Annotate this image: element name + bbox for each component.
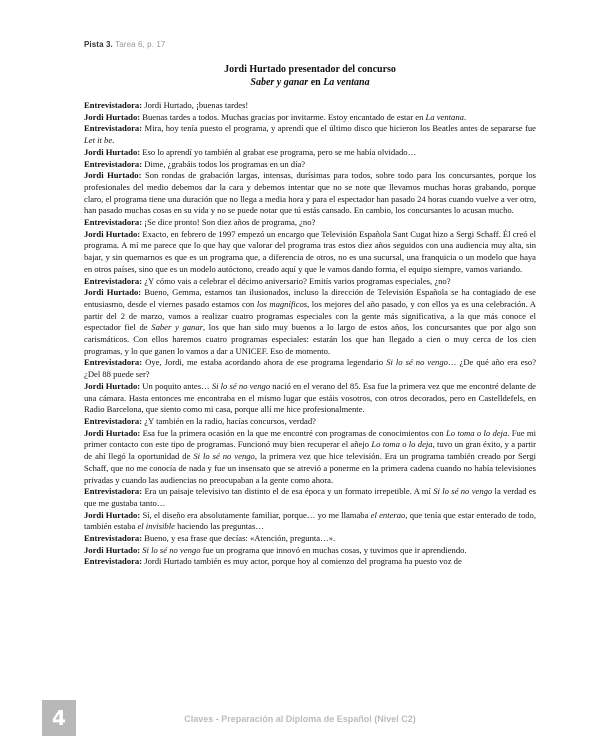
transcript-paragraph bbox=[84, 381, 536, 416]
italic-title: los magníficos bbox=[256, 298, 308, 309]
italic-title: Si lo sé no vengo bbox=[142, 544, 201, 555]
transcript-paragraph bbox=[84, 112, 536, 124]
transcript-paragraph bbox=[84, 159, 536, 171]
paragraph-text: ¿Y también en la radio, hacías concursos, verdad? bbox=[144, 415, 316, 426]
paragraph-text: Jordi Hurtado, ¡buenas tardes! bbox=[144, 100, 249, 110]
paragraph-text: Esa fue la primera ocasión en la que me encontré con programas de conocimientos con bbox=[142, 427, 446, 438]
speaker-label: Jordi Hurtado: bbox=[84, 111, 143, 122]
speaker-label: Entrevistadora: bbox=[84, 486, 145, 497]
transcript-paragraph bbox=[84, 123, 536, 146]
italic-title: el enterao bbox=[370, 509, 406, 520]
transcript-paragraph bbox=[84, 545, 536, 557]
paragraph-text: , los que han sido muy buenos a lo largo de estos años, los concursantes que por algo son carismáticos. Con ellos haremos cuatro programas especiales: estarán los que han llegado a cien o muy cerca de los cien programas, y lo que ganen lo vamos a dar a UNICEF. Eso de momento. bbox=[84, 322, 536, 356]
title-connector: en bbox=[308, 76, 324, 88]
italic-title: Lo toma o lo deja bbox=[371, 439, 433, 450]
paragraph-text: Jordi Hurtado también es muy actor, porque hoy al comienzo del programa ha puesto voz de bbox=[144, 556, 462, 567]
paragraph-text: , la primera vez que hice televisión. Era un programa también creado por Sergi Schaff, que no me conocía de nada y fue un insensato que se atrevió a ponerme en la primera cadena cuando no había televisiones privadas y cuando las audiencias no preocupaban a la gente como ahora. bbox=[84, 451, 536, 485]
speaker-label: Entrevistadora: bbox=[84, 556, 145, 567]
track-reference: Tarea 6, p. 17 bbox=[115, 40, 166, 49]
transcript-paragraph bbox=[84, 229, 536, 276]
subtitle-line bbox=[84, 77, 536, 90]
transcript-paragraph bbox=[84, 170, 536, 217]
paragraph-text: , que tenía que estar enterado de todo, también estaba bbox=[84, 509, 537, 532]
italic-title: La ventana bbox=[425, 111, 464, 122]
speaker-label: Jordi Hurtado: bbox=[84, 170, 145, 181]
paragraph-text: haciendo las preguntas… bbox=[174, 521, 264, 532]
transcript-paragraph bbox=[84, 287, 536, 357]
speaker-label: Jordi Hurtado: bbox=[84, 146, 143, 157]
italic-title: Si lo sé no vengo bbox=[211, 380, 271, 391]
speaker-label: Jordi Hurtado: bbox=[84, 509, 143, 520]
transcript-paragraph bbox=[84, 486, 536, 509]
transcript-paragraph bbox=[84, 428, 536, 487]
transcript-paragraph bbox=[84, 510, 536, 533]
transcript-paragraph bbox=[84, 533, 536, 545]
paragraph-text: Mira, hoy tenía puesto el programa, y aprendí que el último disco que hicieron los Beatles antes de separarse fue bbox=[144, 123, 536, 134]
transcript-paragraph bbox=[84, 217, 536, 229]
italic-title: Si lo sé no vengo bbox=[386, 357, 448, 368]
speaker-label: Entrevistadora: bbox=[84, 217, 145, 228]
program-name: La ventana bbox=[323, 76, 370, 88]
interview-transcript bbox=[84, 100, 536, 568]
book-title-footer: Claves - Preparación al Diploma de Español (Nivel C2) bbox=[184, 714, 416, 724]
paragraph-text: Eso lo aprendí yo también al grabar ese programa, pero se me había olvidado… bbox=[142, 146, 417, 157]
paragraph-text: Son rondas de grabación largas, intensas, durísimas para todos, sobre todo para los concursantes, porque los profesionales del medio debemos dar la cara y debemos intentar que no se note que llevamos muchas horas grabando, porque claro, el programa tiene una duración que no llega a media hora y para el espectador han pasado 24 horas cuando vuelve a ver otro, han pasado muchas cosas en su vida y no se puede notar que tú estás cansado. En cambio, los concursantes lo acusan mucho. bbox=[84, 170, 536, 216]
speaker-label: Entrevistadora: bbox=[84, 415, 145, 426]
paragraph-text: Buenas tardes a todos. Muchas gracias por invitarme. Estoy encantado de estar en bbox=[142, 111, 426, 122]
italic-title: Si lo sé no vengo bbox=[433, 486, 493, 497]
transcript-paragraph bbox=[84, 416, 536, 428]
track-header bbox=[84, 40, 165, 49]
paragraph-text: , los mejores del año pasado, y con ellos ya es una celebración. A partir del 2 de marzo, vamos a realizar cuatro programas especiales con la gente más significativa, a la que más conoce el espectador fiel de bbox=[84, 298, 536, 333]
paragraph-text: . Fue mi primer contacto con este tipo de programas. Funcionó muy bien recuperar el añejo bbox=[84, 427, 536, 450]
paragraph-text: . bbox=[463, 111, 467, 122]
transcript-paragraph bbox=[84, 556, 536, 568]
paragraph-text: Era un paisaje televisivo tan distinto el de esa época y un formato irrepetible. A mí bbox=[144, 486, 434, 497]
speaker-label: Jordi Hurtado: bbox=[84, 228, 143, 239]
italic-title: Let it be bbox=[84, 135, 113, 146]
speaker-label: Entrevistadora: bbox=[84, 100, 145, 110]
document-title bbox=[84, 64, 536, 89]
italic-title: Lo toma o lo deja bbox=[445, 427, 508, 438]
paragraph-text: . bbox=[112, 135, 115, 146]
speaker-label: Jordi Hurtado: bbox=[84, 287, 145, 298]
italic-title: Si lo sé no vengo bbox=[193, 451, 255, 462]
speaker-label: Jordi Hurtado: bbox=[84, 544, 143, 555]
paragraph-text: ¡Se dice pronto! Son diez años de programa, ¿no? bbox=[144, 217, 316, 228]
transcript-paragraph bbox=[84, 147, 536, 159]
italic-title: Saber y ganar bbox=[151, 322, 203, 333]
show-name: Saber y ganar bbox=[250, 76, 309, 88]
paragraph-text: Dime, ¿grabáis todos los programas en un día? bbox=[144, 158, 306, 169]
track-label: Pista 3. bbox=[84, 40, 113, 49]
speaker-label: Entrevistadora: bbox=[84, 158, 145, 169]
page-number: 4 bbox=[52, 706, 66, 730]
speaker-label: Entrevistadora: bbox=[84, 357, 146, 368]
paragraph-text: fue un programa que innovó en muchas cosas, y tuvimos que ir aprendiendo. bbox=[200, 544, 467, 555]
transcript-paragraph bbox=[84, 276, 536, 288]
transcript-paragraph bbox=[84, 100, 536, 112]
paragraph-text: Exacto, en febrero de 1997 empezó un encargo que Televisión Española Sant Cugat hizo a Sergi Schaff. Él creó el programa. A mí me parece que lo que hay que valorar del programa tras estos diez años seguidos con una audiencia muy alta, sin bajar, y sin quemarnos es que es un programa que, a diferencia de otros, no es una sucursal, una franquicia o un modelo que haya en otros países, sino que es un modelo autóctono, creado aquí y que le vamos dando forma, el equipo siempre, vamos variando. bbox=[84, 228, 536, 274]
paragraph-text: … ¿De qué año era eso? ¿Del 88 puede ser? bbox=[84, 357, 537, 380]
paragraph-text: , tuvo un gran éxito, y a partir de ahí llegó la oportunidad de bbox=[84, 439, 536, 462]
speaker-label: Entrevistadora: bbox=[84, 533, 145, 544]
speaker-label: Jordi Hurtado: bbox=[84, 427, 143, 438]
italic-title: el invisible bbox=[137, 521, 175, 532]
paragraph-text: Bueno, y esa frase que decías: «Atención, pregunta…». bbox=[144, 533, 336, 544]
speaker-label: Jordi Hurtado: bbox=[84, 380, 143, 391]
paragraph-text: Un poquito antes… bbox=[142, 380, 212, 391]
speaker-label: Entrevistadora: bbox=[84, 275, 145, 286]
paragraph-text: Oye, Jordi, me estaba acordando ahora de ese programa legendario bbox=[145, 357, 387, 368]
paragraph-text: Bueno, Gemma, estamos tan ilusionados, incluso la dirección de Televisión Española se ha contagiado de ese entusiasmo, desde el viernes pasado estamos con bbox=[84, 287, 536, 309]
paragraph-text: ¿Y cómo vais a celebrar el décimo aniversario? Emitís varios programas especiales, ¿no? bbox=[144, 275, 451, 286]
paragraph-text: nació en el verano del 85. Esa fue la primera vez que me encontré delante de una cámara. Hasta entonces me encontraba en el mismo lugar que estáis vosotros, con otros decorados, pero en Castelldefels, en Radio Barcelona, que siento como mi casa, porque allí me hice profesionalmente. bbox=[84, 380, 536, 415]
title-line: Jordi Hurtado presentador del concurso bbox=[224, 64, 396, 75]
transcript-paragraph bbox=[84, 357, 536, 380]
paragraph-text: Sí, el diseño era absolutamente familiar, porque… yo me llamaba bbox=[142, 509, 371, 520]
paragraph-text: la verdad es que me gustaba tanto… bbox=[84, 486, 536, 508]
speaker-label: Entrevistadora: bbox=[84, 123, 145, 134]
